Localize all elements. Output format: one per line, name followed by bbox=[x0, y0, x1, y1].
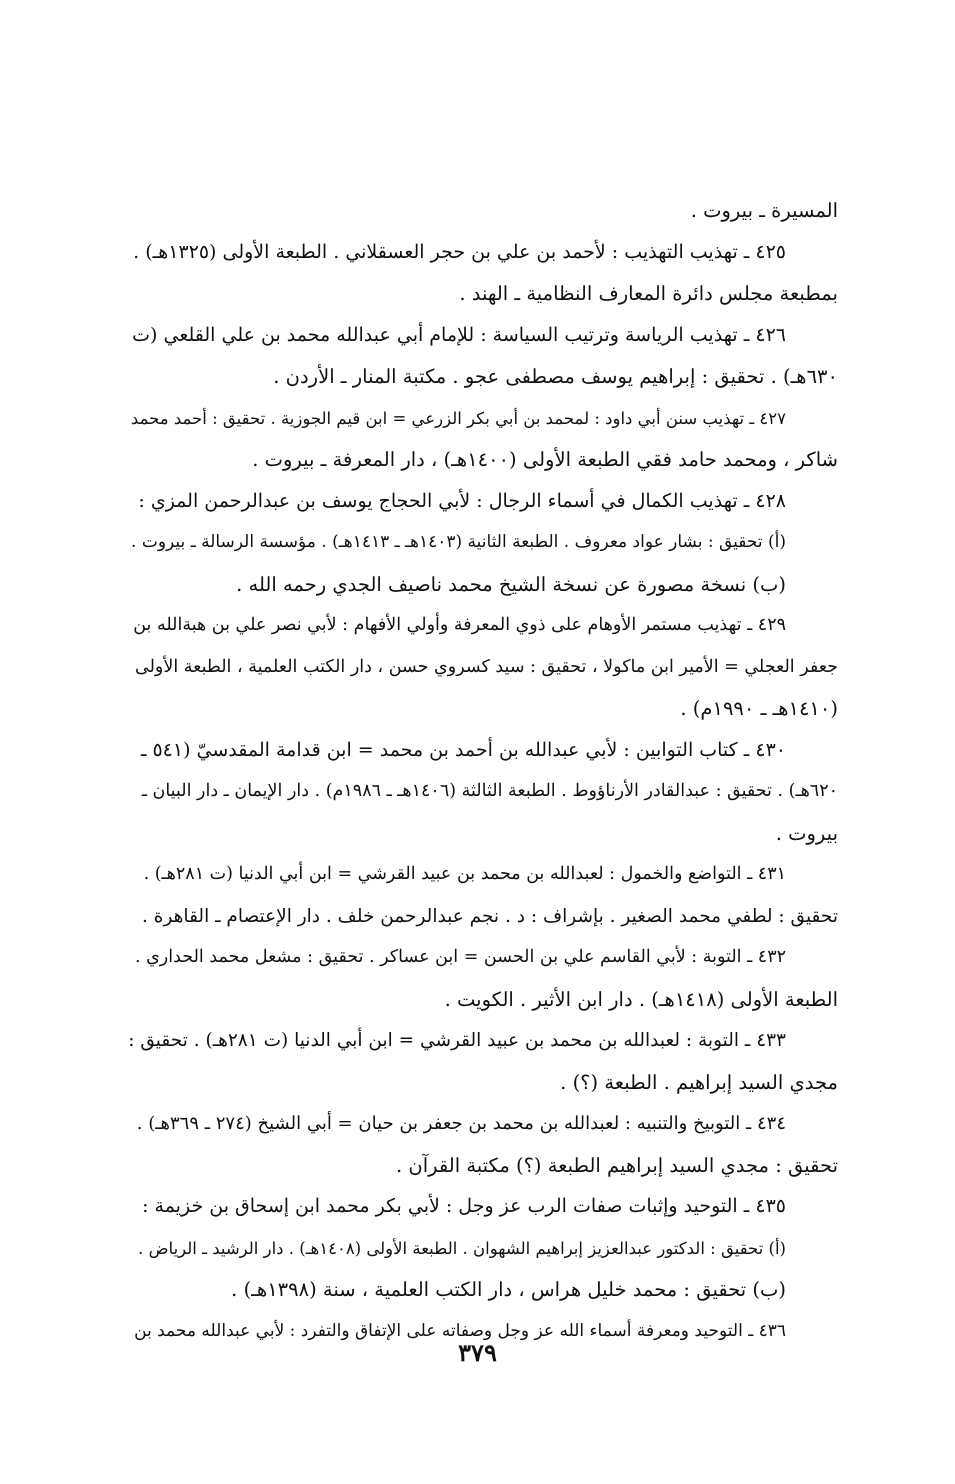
text-line: ٤٣١ ـ التواضع والخمول : لعبدالله بن محمد بن عبيد القرشي = ابن أبي الدنيا (ت ٢٨١هـ) . bbox=[143, 864, 786, 884]
text-line: شاكر ، ومحمد حامد فقي الطبعة الأولى (١٤٠٠هـ) ، دار المعرفة ـ بيروت . bbox=[252, 448, 838, 471]
text-line: مجدي السيد إبراهيم . الطبعة (؟) . bbox=[560, 1070, 838, 1094]
text-line: ٤٣٥ ـ التوحيد وإثبات صفات الرب عز وجل : لأبي بكر محمد ابن إسحاق بن خزيمة : bbox=[142, 1195, 786, 1217]
page-body bbox=[128, 190, 838, 1352]
text-line: ٦٣٠هـ) . تحقيق : إبراهيم يوسف مصطفى عجو . مكتبة المنار ـ الأردن . bbox=[273, 365, 838, 388]
text-line: المسيرة ـ بيروت . bbox=[690, 199, 838, 222]
text-line: ٦٢٠هـ) . تحقيق : عبدالقادر الأرناؤوط . الطبعة الثالثة (١٤٠٦هـ ـ ١٩٨٦م) . دار الإيمان ـ دار البيان ـ bbox=[141, 781, 838, 801]
page-number: ٣٧٩ bbox=[458, 1338, 497, 1367]
text-line: بيروت . bbox=[775, 821, 838, 845]
text-line: (ب) تحقيق : محمد خليل هراس ، دار الكتب العلمية ، سنة (١٣٩٨هـ) . bbox=[231, 1278, 786, 1301]
text-line: تحقيق : لطفي محمد الصغير . بإشراف : د . نجم عبدالرحمن خلف . دار الإعتصام ـ القاهرة . bbox=[142, 905, 838, 927]
text-line: ٤٢٧ ـ تهذيب سنن أبي داود : لمحمد بن أبي بكر الزرعي = ابن قيم الجوزية . تحقيق : أحمد محمد bbox=[130, 408, 786, 428]
text-line: ٤٣٣ ـ التوبة : لعبدالله بن محمد بن عبيد القرشي = ابن أبي الدنيا (ت ٢٨١هـ) . تحقيق : bbox=[128, 1030, 786, 1051]
text-line: ٤٢٦ ـ تهذيب الرياسة وترتيب السياسة : للإمام أبي عبدالله محمد بن علي القلعي (ت bbox=[132, 323, 786, 346]
text-line: ٤٢٩ ـ تهذيب مستمر الأوهام على ذوي المعرفة وأولي الأفهام : لأبي نصر علي بن هبةالله بن bbox=[133, 615, 786, 635]
text-line: ٤٢٨ ـ تهذيب الكمال في أسماء الرجال : لأبي الحجاج يوسف بن عبدالرحمن المزي : bbox=[138, 489, 786, 512]
text-line: ٤٣٦ ـ التوحيد ومعرفة أسماء الله عز وجل وصفاته على الإتفاق والتفرد : لأبي عبدالله محمد بن bbox=[134, 1320, 786, 1341]
text-line: الطبعة الأولى (١٤١٨هـ) . دار ابن الأثير . الكويت . bbox=[444, 987, 838, 1011]
text-line: ٤٢٥ ـ تهذيب التهذيب : لأحمد بن علي بن حجر العسقلاني . الطبعة الأولى (١٣٢٥هـ) . bbox=[133, 240, 786, 263]
text-line: تحقيق : مجدي السيد إبراهيم الطبعة (؟) مكتبة القرآن . bbox=[396, 1153, 838, 1177]
text-line: ٤٣٠ ـ كتاب التوابين : لأبي عبدالله بن أحمد بن محمد = ابن قدامة المقدسيّ (٥٤١ ـ bbox=[140, 738, 786, 761]
text-line: (أ) تحقيق : الدكتور عبدالعزيز إبراهيم الشهوان . الطبعة الأولى (١٤٠٨هـ) . دار الرشيد ـ الرياض . bbox=[138, 1238, 786, 1258]
text-line: ٤٣٤ ـ التوبيخ والتنبيه : لعبدالله بن محمد بن جعفر بن حيان = أبي الشيخ (٢٧٤ ـ ٣٦٩هـ) . bbox=[136, 1113, 786, 1134]
text-line: (أ) تحقيق : بشار عواد معروف . الطبعة الثانية (١٤٠٣هـ ـ ١٤١٣هـ) . مؤسسة الرسالة ـ بيروت . bbox=[131, 532, 786, 552]
text-line: (ب) نسخة مصورة عن نسخة الشيخ محمد ناصيف الجدي رحمه الله . bbox=[236, 572, 786, 596]
text-line: (١٤١٠هـ ـ ١٩٩٠م) . bbox=[680, 697, 838, 720]
text-line: ٤٣٢ ـ التوبة : لأبي القاسم علي بن الحسن = ابن عساكر . تحقيق : مشعل محمد الحداري . bbox=[134, 947, 786, 967]
text-line: جعفر العجلي = الأمير ابن ماكولا ، تحقيق : سيد كسروي حسن ، دار الكتب العلمية ، الطبعة الأولى bbox=[134, 656, 838, 677]
text-line: بمطبعة مجلس دائرة المعارف النظامية ـ الهند . bbox=[459, 282, 838, 305]
